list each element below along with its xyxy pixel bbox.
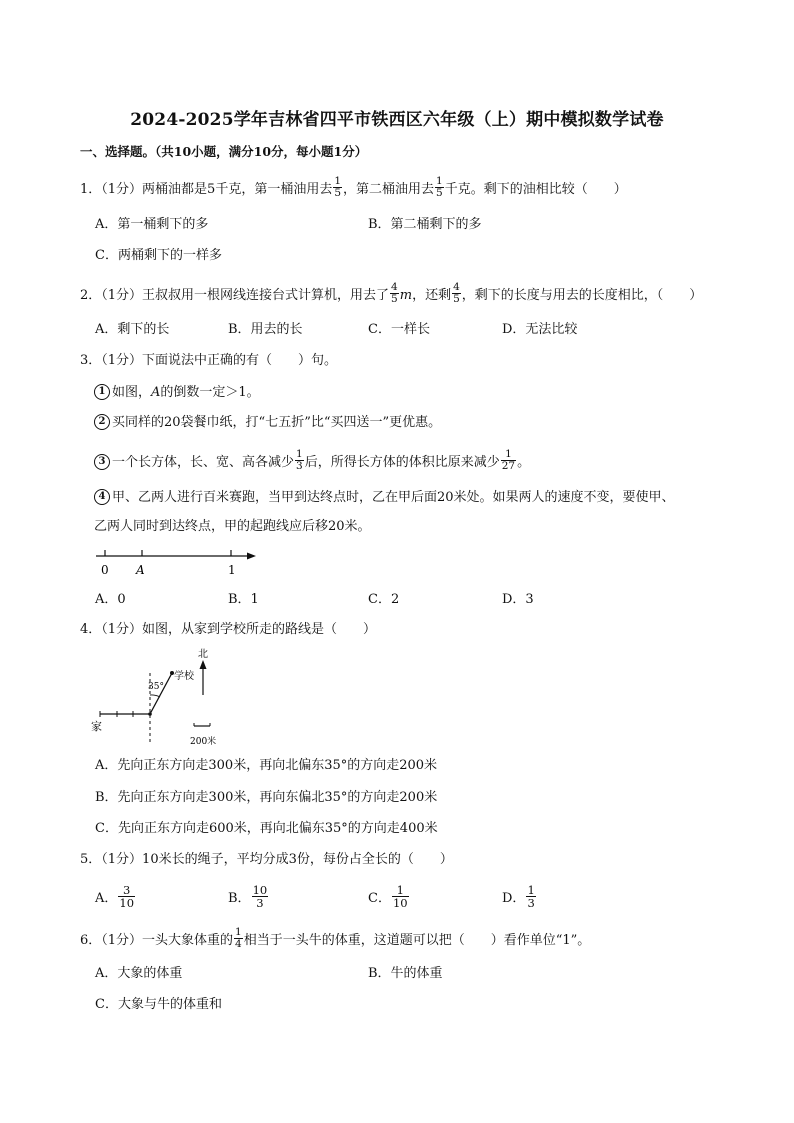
q5-option-a[interactable]: A． $\frac{3}{10}$ <box>95 883 135 910</box>
q6-fraction: $\frac{1}{4}$ <box>235 926 242 950</box>
q1-option-b[interactable]: B．第二桶剩下的多 <box>368 217 482 232</box>
number-line-figure <box>90 544 260 580</box>
q3-fraction-1: $\frac{1}{3}$ <box>296 448 303 472</box>
q4-option-a[interactable]: A．先向正东方向走300米，再向北偏东35°的方向走200米 <box>95 758 438 773</box>
label-a: A <box>136 563 145 577</box>
q4-option-c[interactable]: C．先向正东方向走600米，再向北偏东35°的方向走400米 <box>95 821 438 836</box>
q3-statement-2: 2 买同样的20袋餐巾纸，打“七五折”比“买四送一”更优惠。 <box>94 414 441 432</box>
question-6-stem: 6．（1分）一头大象体重的 $\frac{1}{4}$ 相当于一头牛的体重，这道题可以把（ ）看作单位“1”。 <box>80 926 591 950</box>
label-0: 0 <box>101 563 109 577</box>
circled-number-1: 1 <box>94 384 110 400</box>
q3-fraction-2: $\frac{1}{27}$ <box>501 448 516 472</box>
school-label: 学校 <box>174 671 194 682</box>
q5-option-c[interactable]: C． $\frac{1}{10}$ <box>368 883 408 910</box>
route-map-figure <box>88 643 228 749</box>
q6-option-a[interactable]: A．大象的体重 <box>95 966 183 981</box>
north-arrow-icon <box>200 660 207 669</box>
q2-option-c[interactable]: C．一样长 <box>368 322 430 337</box>
q2-option-b[interactable]: B．用去的长 <box>228 322 303 337</box>
q5-fraction-a: $\frac{3}{10}$ <box>119 883 135 910</box>
q6-option-b[interactable]: B．牛的体重 <box>368 966 443 981</box>
q5-fraction-d: $\frac{1}{3}$ <box>527 883 535 910</box>
question-1-stem <box>80 175 627 201</box>
q3-statement-4-cont: 乙两人同时到达终点，甲的起跑线应后移20米。 <box>94 519 371 534</box>
question-3-stem: 3．（1分）下面说法中正确的有（ ）句。 <box>80 353 338 368</box>
q1-text-2: ，第二桶油用去 <box>343 182 435 197</box>
label-1: 1 <box>228 563 236 577</box>
q1-text-3: 千克。剩下的油相比较（ ） <box>444 182 627 197</box>
q5-fraction-b: $\frac{10}{3}$ <box>252 883 268 910</box>
scale-label: 200米 <box>190 737 217 747</box>
q2-text-1: 2．（1分）王叔叔用一根网线连接台式计算机，用去了 <box>80 288 390 303</box>
q2-fraction-1: $\frac{4}{5}$ <box>391 281 398 305</box>
q1-text-1: 1．（1分）两桶油都是5千克，第一桶油用去 <box>80 182 333 197</box>
q6-option-c[interactable]: C．大象与牛的体重和 <box>95 997 222 1012</box>
q3-option-b[interactable]: B．1 <box>228 592 259 607</box>
question-4-stem: 4．（1分）如图，从家到学校所走的路线是（ ） <box>80 622 377 637</box>
q1-option-a[interactable]: A．第一桶剩下的多 <box>95 217 209 232</box>
circled-number-3: 3 <box>94 454 110 470</box>
section-heading: 一、选择题。（共10小题，满分10分，每小题1分） <box>80 144 368 159</box>
q2-option-a[interactable]: A．剩下的长 <box>95 322 170 337</box>
q1-fraction-1: $\frac{1}{5}$ <box>334 175 342 199</box>
question-5-stem: 5．（1分）10米长的绳子，平均分成3份，每份占全长的（ ） <box>80 852 453 867</box>
page-title: 2024-2025学年吉林省四平市铁西区六年级（上）期中模拟数学试卷 <box>130 110 664 130</box>
q2-unit-m: m <box>399 288 413 303</box>
circled-number-4: 4 <box>94 489 110 505</box>
q3-statement-3: 3 一个长方体，长、宽、高各减少 $\frac{1}{3}$ 后，所得长方体的体积比原来减少 $\frac{1}{27}$ 。 <box>94 451 530 474</box>
arrow-right-icon <box>247 553 256 560</box>
q2-option-d[interactable]: D．无法比较 <box>502 322 578 337</box>
circled-number-2: 2 <box>94 414 110 430</box>
q3-statement-1: 1 如图，A的倒数一定＞1。 <box>94 384 260 402</box>
q5-option-b[interactable]: B． $\frac{10}{3}$ <box>228 883 268 910</box>
q3-statement-4: 4 甲、乙两人进行百米赛跑，当甲到达终点时，乙在甲后面20米处。如果两人的速度不变，要使甲、 <box>94 489 675 507</box>
q2-text-3: ，剩下的长度与用去的长度相比，（ ） <box>461 288 703 303</box>
north-label: 北 <box>198 649 208 660</box>
question-2-stem <box>80 281 703 307</box>
q3-option-d[interactable]: D．3 <box>502 592 534 607</box>
q1-fraction-2: $\frac{1}{5}$ <box>436 175 443 199</box>
q4-option-b[interactable]: B．先向正东方向走300米，再向东偏北35°的方向走200米 <box>95 790 438 805</box>
home-label: 家 <box>91 720 102 733</box>
q3-option-c[interactable]: C．2 <box>368 592 400 607</box>
angle-label: 35° <box>148 682 164 692</box>
q2-fraction-2: $\frac{4}{5}$ <box>453 281 460 305</box>
q1-option-c[interactable]: C．两桶剩下的一样多 <box>95 248 222 263</box>
angle-arc <box>150 695 160 697</box>
route-northeast-segment <box>150 673 172 714</box>
q5-fraction-c: $\frac{1}{10}$ <box>392 883 408 910</box>
turning-point <box>148 712 152 716</box>
q5-option-d[interactable]: D． $\frac{1}{3}$ <box>502 883 535 910</box>
q3-option-a[interactable]: A．0 <box>95 592 126 607</box>
q2-text-2: ，还剩 <box>412 288 452 303</box>
